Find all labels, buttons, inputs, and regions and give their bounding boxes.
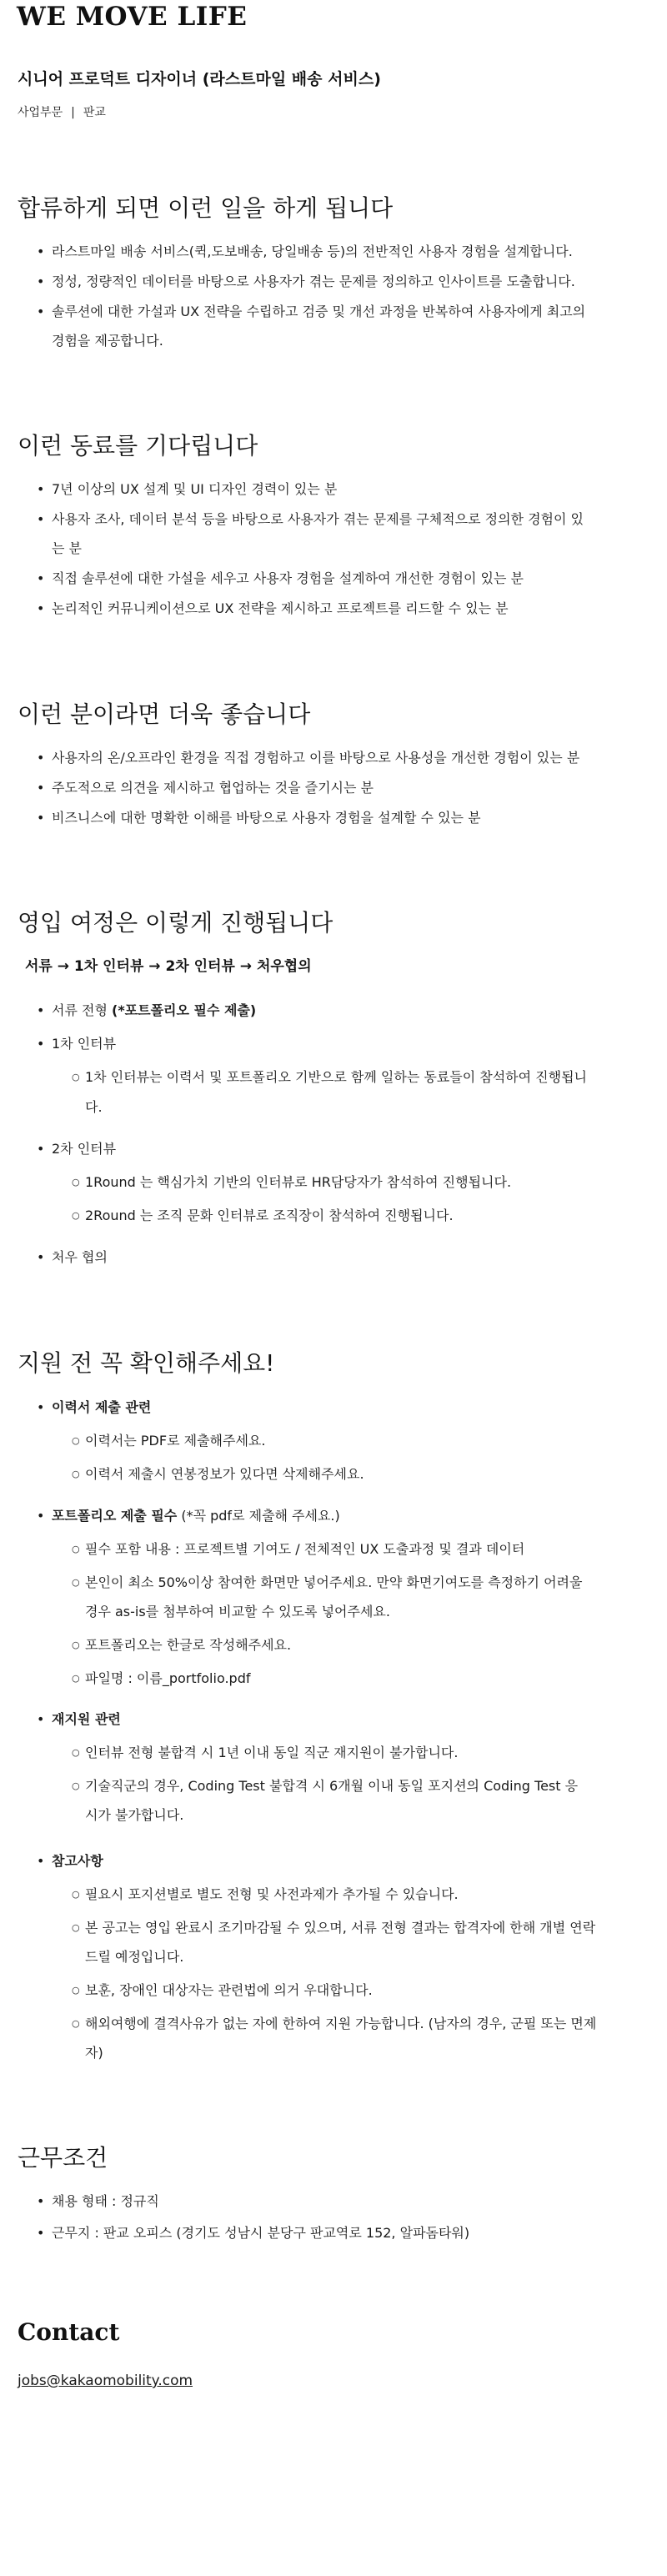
- sub-item-continuation: 경우 as-is를 첨부하여 비교할 수 있도록 넣어주세요.: [85, 1604, 390, 1619]
- sub-item: 보훈, 장애인 대상자는 관련법에 의거 우대합니다.: [85, 1982, 373, 1998]
- section-heading: 지원 전 꼭 확인해주세요!: [18, 1349, 275, 1377]
- section-requirements: [18, 428, 651, 461]
- sub-bullet: ○: [72, 1544, 80, 1554]
- sub-item: 2Round 는 조직 문화 인터뷰로 조직장이 참석하여 진행됩니다.: [85, 1208, 454, 1223]
- bullet: •: [37, 1002, 45, 1018]
- list-item: 논리적인 커뮤니케이션으로 UX 전략을 제시하고 프로젝트를 리드할 수 있는 분: [52, 600, 509, 616]
- sub-item: 본 공고는 영입 완료시 조기마감될 수 있으며, 서류 전형 결과는 합격자에 한해 개별 연락: [85, 1920, 596, 1936]
- sub-item: 파일명 : 이름_portfolio.pdf: [85, 1670, 251, 1686]
- section-heading: 이런 동료를 기다립니다: [18, 432, 258, 459]
- bullet: •: [37, 1508, 45, 1524]
- list-item: 비즈니스에 대한 명확한 이해를 바탕으로 사용자 경험을 설계할 수 있는 분: [52, 810, 481, 826]
- bullet: •: [37, 1249, 45, 1265]
- sub-bullet: ○: [72, 1673, 80, 1684]
- list-item: 사용자 조사, 데이터 분석 등을 바탕으로 사용자가 겪는 문제를 구체적으로 정의한 경험이 있: [52, 511, 584, 527]
- sub-item-continuation: 시가 불가합니다.: [85, 1807, 184, 1823]
- list-item: 정성, 정량적인 데이터를 바탕으로 사용자가 겪는 문제를 정의하고 인사이트를 도출합니다.: [52, 274, 575, 289]
- sub-item: 해외여행에 결격사유가 없는 자에 한하여 지원 가능합니다. (남자의 경우, 군필 또는 면제: [85, 2016, 597, 2031]
- bullet: •: [37, 750, 45, 766]
- sub-item: 필요시 포지션별로 별도 전형 및 사전과제가 추가될 수 있습니다.: [85, 1886, 459, 1902]
- list-item: 채용 형태 : 정규직: [52, 2193, 159, 2209]
- sub-bullet: ○: [72, 1210, 80, 1221]
- contact-heading: Contact: [18, 2318, 120, 2346]
- bullet: •: [37, 1141, 45, 1157]
- section-hiring-process: [18, 905, 651, 938]
- notice-group-title: 참고사항: [52, 1853, 103, 1869]
- sub-bullet: ○: [72, 2018, 80, 2029]
- sub-bullet: ○: [72, 1469, 80, 1479]
- sub-item: 1차 인터뷰는 이력서 및 포트폴리오 기반으로 함께 일하는 동료들이 참석하여 진행됩니: [85, 1069, 587, 1085]
- notice-group-title: [52, 1501, 652, 1531]
- job-title: 시니어 프로덕트 디자이너 (라스트마일 배송 서비스): [18, 70, 381, 88]
- bullet: •: [37, 1036, 45, 1052]
- list-item: 7년 이상의 UX 설계 및 UI 디자인 경력이 있는 분: [52, 481, 338, 497]
- bullet: •: [37, 244, 45, 259]
- list-item: 사용자의 온/오프라인 환경을 직접 경험하고 이를 바탕으로 사용성을 개선한 경험이 있는 분: [52, 750, 580, 766]
- bullet: •: [37, 600, 45, 616]
- sub-item: 이력서는 PDF로 제출해주세요.: [85, 1433, 266, 1449]
- section-work-conditions: [18, 2140, 651, 2173]
- bullet: •: [37, 1853, 45, 1869]
- sub-item: 필수 포함 내용 : 프로젝트별 기여도 / 전체적인 UX 도출과정 및 결과 데이터: [85, 1541, 525, 1557]
- sub-bullet: ○: [72, 1435, 80, 1446]
- list-item: 주도적으로 의견을 제시하고 협업하는 것을 즐기시는 분: [52, 780, 374, 796]
- section-contact: [18, 2318, 651, 2346]
- sub-bullet: ○: [72, 1889, 80, 1900]
- sub-item: 1Round 는 핵심가치 기반의 인터뷰로 HR담당자가 참석하여 진행됩니다.: [85, 1174, 512, 1190]
- sub-item-continuation: 드릴 예정입니다.: [85, 1949, 184, 1965]
- section-heading: 영입 여정은 이렇게 진행됩니다: [18, 909, 334, 936]
- section-notice: [18, 1345, 651, 1378]
- bullet: •: [37, 570, 45, 586]
- sub-item: 기술직군의 경우, Coding Test 불합격 시 6개월 이내 동일 포지션의 Coding Test 응: [85, 1778, 579, 1794]
- sub-bullet: ○: [72, 1577, 80, 1588]
- bullet: •: [37, 810, 45, 826]
- sub-bullet: ○: [72, 1072, 80, 1082]
- list-item: 라스트마일 배송 서비스(퀵,도보배송, 당일배송 등)의 전반적인 사용자 경험을 설계합니다.: [52, 244, 573, 259]
- sub-item: 본인이 최소 50%이상 참여한 화면만 넣어주세요. 만약 화면기여도를 측정하기 어려울: [85, 1574, 583, 1590]
- notice-group-title: 재지원 관련: [52, 1711, 121, 1727]
- list-item-continuation: 는 분: [52, 540, 82, 556]
- sub-bullet: ○: [72, 1922, 80, 1933]
- bullet: •: [37, 1711, 45, 1727]
- sub-bullet: ○: [72, 1640, 80, 1650]
- meta-separator: |: [71, 106, 75, 119]
- section-heading: 근무조건: [18, 2144, 108, 2172]
- bullet: •: [37, 1399, 45, 1415]
- process-step-offer: 처우 협의: [52, 1249, 108, 1265]
- sub-bullet: ○: [72, 1747, 80, 1758]
- bullet: •: [37, 780, 45, 796]
- list-item: 근무지 : 판교 오피스 (경기도 성남시 분당구 판교역로 152, 알파돔타워): [52, 2225, 470, 2241]
- process-flow: 서류 → 1차 인터뷰 → 2차 인터뷰 → 처우협의: [25, 958, 312, 975]
- step-label: 서류 전형: [52, 1002, 112, 1018]
- bullet: •: [37, 511, 45, 527]
- location: 판교: [83, 106, 106, 119]
- section-responsibilities: [18, 190, 651, 223]
- job-meta: [18, 103, 106, 120]
- sub-bullet: ○: [72, 1177, 80, 1188]
- group-title-bold: 포트폴리오 제출 필수: [52, 1508, 178, 1524]
- list-item-continuation: 경험을 제공합니다.: [52, 333, 163, 349]
- process-step-interview1: 1차 인터뷰: [52, 1036, 117, 1052]
- list-item: 직접 솔루션에 대한 가설을 세우고 사용자 경험을 설계하여 개선한 경험이 있는 분: [52, 570, 524, 586]
- bullet: •: [37, 2225, 45, 2241]
- sub-bullet: ○: [72, 1780, 80, 1791]
- bullet: •: [37, 2193, 45, 2209]
- company-logo: WE MOVE LIFE: [17, 2, 248, 32]
- list-item: 솔루션에 대한 가설과 UX 전략을 수립하고 검증 및 개선 과정을 반복하여 사용자에게 최고의: [52, 304, 586, 319]
- bullet: •: [37, 304, 45, 319]
- sub-item-continuation: 다.: [85, 1099, 103, 1115]
- bullet: •: [37, 481, 45, 497]
- step-note: (*포트폴리오 필수 제출): [112, 1002, 257, 1018]
- section-heading: 합류하게 되면 이런 일을 하게 됩니다: [18, 194, 394, 222]
- bullet: •: [37, 274, 45, 289]
- sub-item: 이력서 제출시 연봉정보가 있다면 삭제해주세요.: [85, 1466, 364, 1482]
- notice-group-title: 이력서 제출 관련: [52, 1399, 152, 1415]
- process-step-document: [52, 996, 652, 1026]
- section-heading: 이런 분이라면 더욱 좋습니다: [18, 700, 311, 728]
- sub-item: 포트폴리오는 한글로 작성해주세요.: [85, 1637, 292, 1653]
- process-step-interview2: 2차 인터뷰: [52, 1141, 117, 1157]
- contact-email-link[interactable]: jobs@kakaomobility.com: [18, 2373, 193, 2389]
- sub-item: 인터뷰 전형 불합격 시 1년 이내 동일 직군 재지원이 불가합니다.: [85, 1745, 459, 1760]
- sub-item-continuation: 자): [85, 2045, 103, 2061]
- section-preferred: [18, 696, 651, 730]
- group-title-note: (*꼭 pdf로 제출해 주세요.): [177, 1508, 340, 1524]
- sub-bullet: ○: [72, 1985, 80, 1996]
- department: 사업부문: [18, 106, 63, 119]
